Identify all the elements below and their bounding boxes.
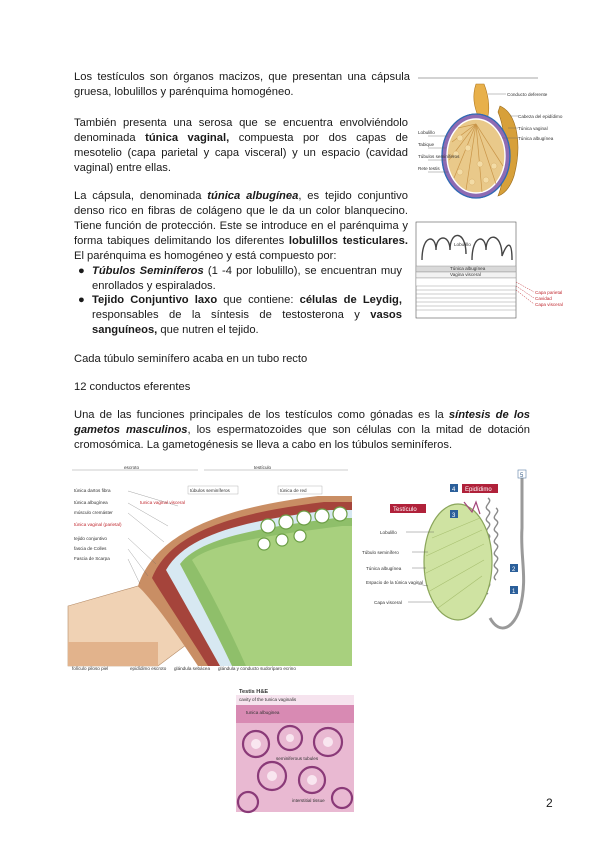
tbr-label-espacio: Espacio de la túnica vaginal: [366, 580, 423, 585]
left-label-1: túnica dartos fibra: [74, 488, 111, 493]
p3-mid: , es tejido conjuntivo denso rico en fibras de colágeno que le da un color blanquecino. Tiene función de protección. Este se introduce en el parénquima y forma tabiques delimitando los diferentes: [74, 190, 408, 247]
p3-before: La cápsula, denominada: [74, 190, 208, 202]
bullet-text: (1 -4 por lobulillo), se encuentran muy enrollados y espiralados.: [92, 265, 402, 292]
tbr-label-albuginea: Túnica albugínea: [366, 566, 402, 571]
tbr-label-lobulillo: Lobulillo: [380, 530, 397, 535]
bullet-dot: ●: [78, 294, 85, 306]
ttr-label-1: Conducto deferente: [507, 92, 548, 97]
bottom-label-1: folículo piloso piel: [72, 666, 109, 671]
ttr-label-7: Túbulos seminíferos: [418, 154, 460, 159]
micro-label-tubules: seminiferous tubules: [276, 756, 319, 761]
num-4: 4: [452, 487, 456, 493]
figure-micrograph: [236, 686, 354, 812]
num-3: 3: [452, 513, 456, 519]
tms-label-lobulillo: Lobulillo: [454, 242, 471, 247]
top-label-tubulos: túbulos seminíferos: [190, 488, 230, 493]
p2-term: túnica vaginal,: [145, 132, 230, 144]
left-label-2: túnica albugínea: [74, 500, 108, 505]
bullet-term-vasos: vasos sanguíneos,: [92, 309, 402, 336]
num-5: 5: [520, 473, 524, 479]
left-label-4: túnica vaginal (parietal): [74, 522, 122, 527]
tms-label-vaginal: Vagina visceral: [450, 272, 481, 277]
header-testiculo: testículo: [254, 465, 272, 470]
tag-testiculo: Testículo: [393, 507, 417, 513]
p4-term1: síntesis de los gametos masculinos: [74, 409, 530, 436]
dermis-block: [68, 642, 158, 666]
spermatic-cord-shape: [474, 84, 489, 116]
num-1: 1: [512, 589, 516, 595]
ttr-label-8: Rete testis: [418, 166, 440, 171]
bottom-label-2: epidídimo escroto: [130, 666, 167, 671]
p4-before: Una de las funciones principales de los testículos como gónadas es la: [74, 409, 449, 421]
left-label-6: fascia de Colles: [74, 546, 107, 551]
left-label-red: tunica vaginal visceral: [140, 500, 185, 505]
num-2: 2: [512, 567, 516, 573]
ttr-label-3: Túnica vaginal: [518, 126, 548, 131]
figure-scrotum-layers: [68, 466, 352, 680]
p3-after: El parénquima es homogéneo y está compuesto por:: [74, 250, 337, 262]
tbr-label-visceral: Capa visceral: [374, 600, 402, 605]
ttr-label-2: Cabeza del epidídimo: [518, 114, 563, 119]
bottom-label-3: glándula sebácea: [174, 666, 211, 671]
micrograph-title: Testis H&E: [239, 689, 269, 695]
p4-mid: , los espermatozoides que son células con la mitad de dotación cromosómica. La gametogénesis se lleva a cabo en los túbulos seminíferos.: [74, 424, 530, 451]
left-label-5: tejido conjuntivo: [74, 536, 107, 541]
figure-testis-section: [418, 76, 563, 208]
ttr-label-6: Tabique: [418, 142, 435, 147]
micro-label-cavity: cavity of the tunica vaginalis: [239, 697, 297, 702]
line-tubo-recto: Cada túbulo seminífero acaba en un tubo recto: [74, 353, 308, 365]
bullet-term: Túbulos Seminíferos: [92, 265, 204, 277]
tag-epididimo: Epidídimo: [465, 487, 492, 493]
paragraph-capsula: [74, 189, 408, 264]
tms-label-cavidad: Cavidad: [535, 296, 552, 301]
paragraph-funciones: [74, 408, 530, 453]
left-label-7: Fascia de Scarpa: [74, 556, 110, 561]
bottom-label-4: glándula y conducto sudoríparo ecrino: [218, 666, 296, 671]
cavity-band: [416, 278, 516, 286]
tbr-label-tubulo: Túbulo seminífero: [362, 550, 399, 555]
p2-after: compuesta por dos capas de mesotelio (capa parietal y capa visceral) y un espacio (cavidad vaginal) entre ellas.: [74, 132, 408, 174]
bullet-tejido: [78, 293, 402, 338]
bullet-term: Tejido Conjuntivo laxo: [92, 294, 218, 306]
header-escroto: escroto: [124, 465, 140, 470]
micro-label-albuginea: tunica albuginea: [246, 710, 280, 715]
ttr-label-5: Lobulillo: [418, 130, 435, 135]
bullet-term-leydig: células de Leydig,: [299, 294, 402, 306]
figure-testis-epididymis: [360, 468, 540, 644]
bullet-text: que nutren el tejido.: [157, 324, 259, 336]
p2-before: También presenta una serosa que se encuentra envolviéndolo denominada: [74, 117, 408, 144]
tms-label-albuginea: Túnica albugínea: [450, 266, 486, 271]
figure-tunica-schematic: [414, 220, 564, 320]
bullet-text: responsables de la síntesis de testosterona y: [92, 309, 371, 321]
p3-term1: túnica albugínea: [207, 190, 299, 202]
paragraph-tunica-vaginal: [74, 116, 408, 176]
header-bar: [68, 466, 352, 472]
top-label-red: túnica de red: [280, 488, 307, 493]
tms-label-parietal: Capa parietal: [535, 290, 563, 295]
micro-label-interstitial: interstitial tissue: [292, 798, 325, 803]
tms-label-visceral: Capa visceral: [535, 302, 563, 307]
paragraph-intro: Los testículos son órganos macizos, que presentan una cápsula gruesa, lobulillos y parénquima homogéneo.: [74, 71, 410, 98]
ttr-label-4: Túnica albugínea: [518, 136, 554, 141]
bullet-text: que contiene:: [217, 294, 300, 306]
line-conductos-eferentes: 12 conductos eferentes: [74, 381, 191, 393]
testis-body: [424, 504, 492, 620]
left-label-3: músculo cremáster: [74, 510, 113, 515]
bullet-tubulos: [78, 264, 402, 294]
bullet-dot: ●: [78, 265, 85, 277]
p3-term2: lobulillos testiculares.: [288, 235, 408, 247]
red-leaders: [516, 282, 534, 304]
page-number: 2: [546, 796, 553, 810]
